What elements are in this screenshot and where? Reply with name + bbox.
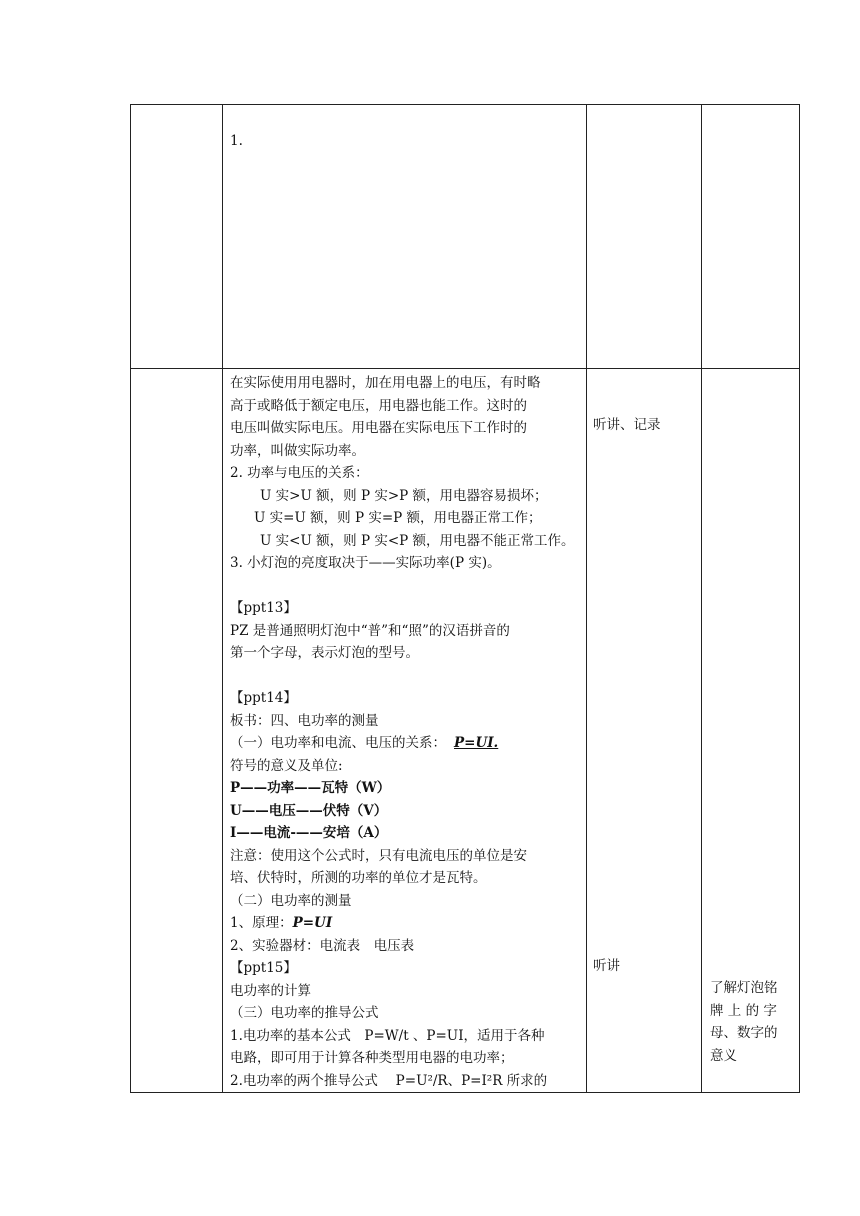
formula-line: U 实<U 额，则 P 实<P 额，用电器不能正常工作。 [260,532,575,549]
design-text: 意义 [710,1047,737,1064]
activity-cell [587,105,702,369]
activity-cell [587,369,702,1093]
content-line: PZ 是普通照明灯泡中“普”和“照”的汉语拼音的 [230,622,510,639]
design-cell [702,105,800,369]
unit-line: P——功率——瓦特（W） [230,780,391,796]
design-text: 了解灯泡铭 [710,980,778,996]
content-line: 1. [230,133,243,149]
formula-pui: P=UI. [454,735,499,751]
table-row [131,105,800,369]
content-line: 2. 功率与电压的关系： [230,465,369,481]
ppt-marker: 【ppt13】 [230,600,297,616]
ppt-marker: 【ppt15】 [230,960,297,976]
principle-formula: P=UI [292,915,333,931]
activity-text: 听讲 [593,957,620,974]
content-line: 板书：四、电功率的测量 [230,712,379,729]
content-line: 功率，叫做实际功率。 [230,442,365,459]
content-line: 培、伏特时，所测的功率的单位才是瓦特。 [230,870,487,886]
principle-label: 1、原理： [230,915,293,931]
blank-line [230,575,580,598]
content-line: 符号的意义及单位: [230,757,343,774]
formula-line: U 实=U 额，则 P 实=P 额，用电器正常工作； [254,510,542,526]
content-line: 3. 小灯泡的亮度取决于——实际功率(P 实)。 [230,555,501,571]
spacer [710,369,793,977]
activity-text: 听讲、记录 [593,417,661,433]
spacer [593,369,695,414]
formula-intro: （一）电功率和电流、电压的关系： [230,735,446,751]
stage-cell [131,105,223,369]
table-row [131,369,800,1093]
content-line: 在实际使用用电器时，加在用电器上的电压，有时略 [230,375,541,391]
content-line: 2、实验器材：电流表 电压表 [230,937,415,954]
content-line: 电功率的计算 [230,982,311,999]
content-cell [223,105,587,369]
stage-cell [131,369,223,1093]
content-line: 电路，即可用于计算各种类型用电器的电功率； [230,1050,514,1066]
content-line [230,912,580,935]
content-line: 1.电功率的基本公式 P=W/t 、P=UI，适用于各种 [230,1027,545,1044]
unit-line: I——电流-——安培（A） [230,825,388,841]
design-text: 母、数字的 [710,1025,778,1041]
formula-line: U 实>U 额，则 P 实>P 额，用电器容易损坏； [260,487,548,504]
ppt-marker: 【ppt14】 [230,690,297,706]
content-line: 高于或略低于额定电压，用电器也能工作。这时的 [230,397,527,414]
spacer [593,437,695,955]
design-cell [702,369,800,1093]
content-line: 第一个字母，表示灯泡的型号。 [230,645,419,661]
content-line: 电压叫做实际电压。用电器在实际电压下工作时的 [230,420,527,436]
content-line: （三）电功率的推导公式 [230,1005,379,1021]
lesson-plan-table [130,104,800,1093]
content-line: 注意：使用这个公式时，只有电流电压的单位是安 [230,847,527,864]
unit-line: U——电压——伏特（V） [230,802,388,819]
blank-line [230,665,580,688]
content-line: 2.电功率的两个推导公式 P=U²/R、P=I²R 所求的 [230,1072,548,1089]
content-line [230,732,580,755]
content-cell [223,369,587,1093]
content-line: （二）电功率的测量 [230,892,352,909]
design-text: 牌 上 的 字 [710,1002,777,1019]
